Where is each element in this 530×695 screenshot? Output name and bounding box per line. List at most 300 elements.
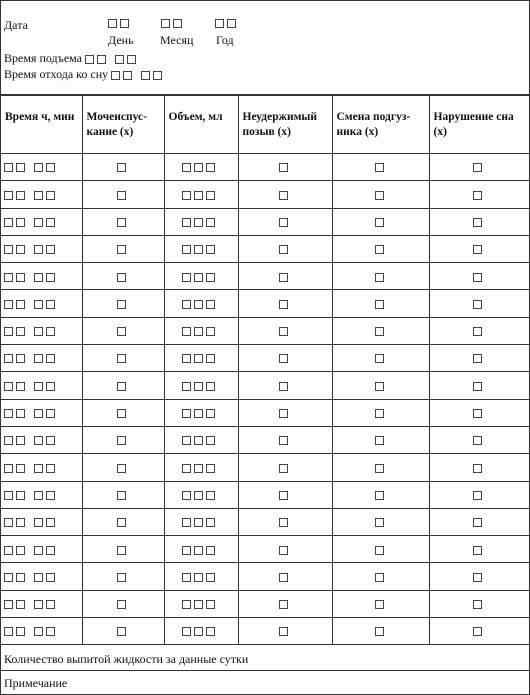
checkbox-icon[interactable] bbox=[194, 409, 203, 418]
checkbox-icon[interactable] bbox=[473, 409, 482, 418]
checkbox-icon[interactable] bbox=[473, 491, 482, 500]
checkbox-icon[interactable] bbox=[182, 409, 191, 418]
checkbox-icon[interactable] bbox=[279, 300, 288, 309]
year-boxes[interactable] bbox=[215, 15, 239, 30]
volume-cell[interactable] bbox=[164, 290, 238, 317]
volume-cell[interactable] bbox=[164, 508, 238, 535]
checkbox-icon[interactable] bbox=[34, 354, 43, 363]
checkbox-icon[interactable] bbox=[46, 627, 55, 636]
checkbox-icon[interactable] bbox=[85, 55, 94, 64]
checkbox-icon[interactable] bbox=[473, 163, 482, 172]
volume-cell[interactable] bbox=[164, 235, 238, 262]
volume-cell[interactable] bbox=[164, 618, 238, 645]
checkbox-icon[interactable] bbox=[16, 518, 25, 527]
checkbox-icon[interactable] bbox=[46, 354, 55, 363]
pad-change-cell[interactable] bbox=[332, 481, 429, 508]
checkbox-icon[interactable] bbox=[182, 191, 191, 200]
pad-change-cell[interactable] bbox=[332, 290, 429, 317]
checkbox-icon[interactable] bbox=[194, 573, 203, 582]
checkbox-icon[interactable] bbox=[108, 19, 117, 28]
checkbox-icon[interactable] bbox=[117, 491, 126, 500]
checkbox-icon[interactable] bbox=[473, 627, 482, 636]
urge-cell[interactable] bbox=[238, 154, 332, 181]
sleep-disturbance-cell[interactable] bbox=[429, 399, 529, 426]
urination-cell[interactable] bbox=[82, 290, 164, 317]
checkbox-icon[interactable] bbox=[46, 546, 55, 555]
checkbox-icon[interactable] bbox=[279, 600, 288, 609]
urge-cell[interactable] bbox=[238, 372, 332, 399]
checkbox-icon[interactable] bbox=[117, 191, 126, 200]
checkbox-icon[interactable] bbox=[4, 573, 13, 582]
checkbox-icon[interactable] bbox=[34, 573, 43, 582]
checkbox-icon[interactable] bbox=[194, 354, 203, 363]
urination-cell[interactable] bbox=[82, 208, 164, 235]
checkbox-icon[interactable] bbox=[375, 573, 384, 582]
urination-cell[interactable] bbox=[82, 235, 164, 262]
time-cell[interactable] bbox=[1, 372, 82, 399]
pad-change-cell[interactable] bbox=[332, 590, 429, 617]
checkbox-icon[interactable] bbox=[279, 546, 288, 555]
checkbox-icon[interactable] bbox=[375, 464, 384, 473]
checkbox-icon[interactable] bbox=[182, 354, 191, 363]
checkbox-icon[interactable] bbox=[182, 436, 191, 445]
pad-change-cell[interactable] bbox=[332, 618, 429, 645]
checkbox-icon[interactable] bbox=[4, 218, 13, 227]
checkbox-icon[interactable] bbox=[194, 163, 203, 172]
sleep-disturbance-cell[interactable] bbox=[429, 372, 529, 399]
checkbox-icon[interactable] bbox=[46, 245, 55, 254]
sleep-disturbance-cell[interactable] bbox=[429, 481, 529, 508]
sleep-disturbance-cell[interactable] bbox=[429, 345, 529, 372]
day-boxes[interactable] bbox=[108, 15, 132, 30]
checkbox-icon[interactable] bbox=[4, 327, 13, 336]
checkbox-icon[interactable] bbox=[16, 600, 25, 609]
sleep-disturbance-cell[interactable] bbox=[429, 590, 529, 617]
checkbox-icon[interactable] bbox=[4, 245, 13, 254]
checkbox-icon[interactable] bbox=[279, 382, 288, 391]
sleep-disturbance-cell[interactable] bbox=[429, 181, 529, 208]
checkbox-icon[interactable] bbox=[97, 55, 106, 64]
time-cell[interactable] bbox=[1, 454, 82, 481]
urge-cell[interactable] bbox=[238, 618, 332, 645]
checkbox-icon[interactable] bbox=[215, 19, 224, 28]
pad-change-cell[interactable] bbox=[332, 454, 429, 481]
sleep-disturbance-cell[interactable] bbox=[429, 154, 529, 181]
checkbox-icon[interactable] bbox=[473, 300, 482, 309]
checkbox-icon[interactable] bbox=[182, 218, 191, 227]
checkbox-icon[interactable] bbox=[117, 600, 126, 609]
checkbox-icon[interactable] bbox=[4, 163, 13, 172]
checkbox-icon[interactable] bbox=[279, 245, 288, 254]
checkbox-icon[interactable] bbox=[182, 600, 191, 609]
time-cell[interactable] bbox=[1, 290, 82, 317]
sleep-disturbance-cell[interactable] bbox=[429, 563, 529, 590]
time-cell[interactable] bbox=[1, 399, 82, 426]
checkbox-icon[interactable] bbox=[473, 218, 482, 227]
urge-cell[interactable] bbox=[238, 345, 332, 372]
urination-cell[interactable] bbox=[82, 454, 164, 481]
checkbox-icon[interactable] bbox=[16, 218, 25, 227]
checkbox-icon[interactable] bbox=[16, 300, 25, 309]
checkbox-icon[interactable] bbox=[46, 464, 55, 473]
checkbox-icon[interactable] bbox=[4, 300, 13, 309]
urge-cell[interactable] bbox=[238, 317, 332, 344]
checkbox-icon[interactable] bbox=[182, 491, 191, 500]
checkbox-icon[interactable] bbox=[279, 518, 288, 527]
urge-cell[interactable] bbox=[238, 263, 332, 290]
checkbox-icon[interactable] bbox=[117, 546, 126, 555]
checkbox-icon[interactable] bbox=[473, 573, 482, 582]
checkbox-icon[interactable] bbox=[34, 627, 43, 636]
checkbox-icon[interactable] bbox=[194, 218, 203, 227]
checkbox-icon[interactable] bbox=[117, 409, 126, 418]
checkbox-icon[interactable] bbox=[375, 546, 384, 555]
time-cell[interactable] bbox=[1, 181, 82, 208]
checkbox-icon[interactable] bbox=[117, 300, 126, 309]
checkbox-icon[interactable] bbox=[194, 245, 203, 254]
time-cell[interactable] bbox=[1, 154, 82, 181]
checkbox-icon[interactable] bbox=[34, 382, 43, 391]
checkbox-icon[interactable] bbox=[206, 382, 215, 391]
volume-cell[interactable] bbox=[164, 399, 238, 426]
pad-change-cell[interactable] bbox=[332, 154, 429, 181]
checkbox-icon[interactable] bbox=[279, 491, 288, 500]
checkbox-icon[interactable] bbox=[46, 491, 55, 500]
checkbox-icon[interactable] bbox=[4, 627, 13, 636]
checkbox-icon[interactable] bbox=[34, 409, 43, 418]
urination-cell[interactable] bbox=[82, 590, 164, 617]
urge-cell[interactable] bbox=[238, 426, 332, 453]
checkbox-icon[interactable] bbox=[173, 19, 182, 28]
urge-cell[interactable] bbox=[238, 399, 332, 426]
checkbox-icon[interactable] bbox=[182, 300, 191, 309]
urination-cell[interactable] bbox=[82, 317, 164, 344]
checkbox-icon[interactable] bbox=[4, 409, 13, 418]
checkbox-icon[interactable] bbox=[117, 464, 126, 473]
checkbox-icon[interactable] bbox=[473, 600, 482, 609]
checkbox-icon[interactable] bbox=[16, 163, 25, 172]
checkbox-icon[interactable] bbox=[127, 55, 136, 64]
volume-cell[interactable] bbox=[164, 590, 238, 617]
checkbox-icon[interactable] bbox=[206, 518, 215, 527]
checkbox-icon[interactable] bbox=[279, 273, 288, 282]
urge-cell[interactable] bbox=[238, 590, 332, 617]
checkbox-icon[interactable] bbox=[16, 464, 25, 473]
sleep-disturbance-cell[interactable] bbox=[429, 508, 529, 535]
checkbox-icon[interactable] bbox=[182, 518, 191, 527]
pad-change-cell[interactable] bbox=[332, 181, 429, 208]
checkbox-icon[interactable] bbox=[194, 518, 203, 527]
checkbox-icon[interactable] bbox=[279, 573, 288, 582]
checkbox-icon[interactable] bbox=[194, 464, 203, 473]
volume-cell[interactable] bbox=[164, 563, 238, 590]
checkbox-icon[interactable] bbox=[182, 245, 191, 254]
volume-cell[interactable] bbox=[164, 536, 238, 563]
checkbox-icon[interactable] bbox=[375, 518, 384, 527]
checkbox-icon[interactable] bbox=[46, 273, 55, 282]
checkbox-icon[interactable] bbox=[206, 546, 215, 555]
checkbox-icon[interactable] bbox=[34, 464, 43, 473]
checkbox-icon[interactable] bbox=[16, 354, 25, 363]
urge-cell[interactable] bbox=[238, 536, 332, 563]
volume-cell[interactable] bbox=[164, 345, 238, 372]
checkbox-icon[interactable] bbox=[375, 327, 384, 336]
time-cell[interactable] bbox=[1, 345, 82, 372]
time-cell[interactable] bbox=[1, 536, 82, 563]
checkbox-icon[interactable] bbox=[4, 436, 13, 445]
checkbox-icon[interactable] bbox=[34, 600, 43, 609]
checkbox-icon[interactable] bbox=[161, 19, 170, 28]
checkbox-icon[interactable] bbox=[16, 627, 25, 636]
checkbox-icon[interactable] bbox=[117, 354, 126, 363]
sleep-disturbance-cell[interactable] bbox=[429, 317, 529, 344]
time-cell[interactable] bbox=[1, 426, 82, 453]
urge-cell[interactable] bbox=[238, 563, 332, 590]
checkbox-icon[interactable] bbox=[46, 600, 55, 609]
checkbox-icon[interactable] bbox=[375, 300, 384, 309]
time-cell[interactable] bbox=[1, 563, 82, 590]
checkbox-icon[interactable] bbox=[115, 55, 124, 64]
checkbox-icon[interactable] bbox=[4, 191, 13, 200]
volume-cell[interactable] bbox=[164, 208, 238, 235]
checkbox-icon[interactable] bbox=[34, 163, 43, 172]
urge-cell[interactable] bbox=[238, 454, 332, 481]
time-cell[interactable] bbox=[1, 263, 82, 290]
checkbox-icon[interactable] bbox=[279, 218, 288, 227]
checkbox-icon[interactable] bbox=[34, 245, 43, 254]
urination-cell[interactable] bbox=[82, 181, 164, 208]
checkbox-icon[interactable] bbox=[182, 273, 191, 282]
checkbox-icon[interactable] bbox=[473, 464, 482, 473]
checkbox-icon[interactable] bbox=[375, 245, 384, 254]
checkbox-icon[interactable] bbox=[46, 409, 55, 418]
checkbox-icon[interactable] bbox=[117, 382, 126, 391]
pad-change-cell[interactable] bbox=[332, 563, 429, 590]
checkbox-icon[interactable] bbox=[16, 409, 25, 418]
checkbox-icon[interactable] bbox=[34, 327, 43, 336]
sleep-disturbance-cell[interactable] bbox=[429, 235, 529, 262]
urge-cell[interactable] bbox=[238, 481, 332, 508]
checkbox-icon[interactable] bbox=[279, 163, 288, 172]
checkbox-icon[interactable] bbox=[375, 354, 384, 363]
checkbox-icon[interactable] bbox=[182, 327, 191, 336]
checkbox-icon[interactable] bbox=[111, 71, 120, 80]
volume-cell[interactable] bbox=[164, 317, 238, 344]
checkbox-icon[interactable] bbox=[117, 218, 126, 227]
checkbox-icon[interactable] bbox=[182, 573, 191, 582]
volume-cell[interactable] bbox=[164, 372, 238, 399]
volume-cell[interactable] bbox=[164, 481, 238, 508]
checkbox-icon[interactable] bbox=[375, 491, 384, 500]
urination-cell[interactable] bbox=[82, 345, 164, 372]
checkbox-icon[interactable] bbox=[117, 627, 126, 636]
checkbox-icon[interactable] bbox=[117, 573, 126, 582]
checkbox-icon[interactable] bbox=[182, 546, 191, 555]
checkbox-icon[interactable] bbox=[194, 191, 203, 200]
checkbox-icon[interactable] bbox=[46, 218, 55, 227]
checkbox-icon[interactable] bbox=[153, 71, 162, 80]
volume-cell[interactable] bbox=[164, 181, 238, 208]
checkbox-icon[interactable] bbox=[375, 191, 384, 200]
volume-cell[interactable] bbox=[164, 426, 238, 453]
checkbox-icon[interactable] bbox=[117, 163, 126, 172]
checkbox-icon[interactable] bbox=[16, 327, 25, 336]
urination-cell[interactable] bbox=[82, 399, 164, 426]
checkbox-icon[interactable] bbox=[206, 218, 215, 227]
checkbox-icon[interactable] bbox=[206, 573, 215, 582]
checkbox-icon[interactable] bbox=[375, 218, 384, 227]
checkbox-icon[interactable] bbox=[375, 409, 384, 418]
checkbox-icon[interactable] bbox=[473, 436, 482, 445]
checkbox-icon[interactable] bbox=[473, 327, 482, 336]
checkbox-icon[interactable] bbox=[117, 245, 126, 254]
urination-cell[interactable] bbox=[82, 481, 164, 508]
checkbox-icon[interactable] bbox=[206, 191, 215, 200]
checkbox-icon[interactable] bbox=[4, 273, 13, 282]
checkbox-icon[interactable] bbox=[206, 354, 215, 363]
checkbox-icon[interactable] bbox=[4, 354, 13, 363]
checkbox-icon[interactable] bbox=[117, 436, 126, 445]
checkbox-icon[interactable] bbox=[206, 464, 215, 473]
checkbox-icon[interactable] bbox=[34, 491, 43, 500]
checkbox-icon[interactable] bbox=[194, 491, 203, 500]
checkbox-icon[interactable] bbox=[4, 518, 13, 527]
checkbox-icon[interactable] bbox=[206, 245, 215, 254]
checkbox-icon[interactable] bbox=[473, 273, 482, 282]
sleep-disturbance-cell[interactable] bbox=[429, 618, 529, 645]
checkbox-icon[interactable] bbox=[375, 163, 384, 172]
checkbox-icon[interactable] bbox=[46, 518, 55, 527]
checkbox-icon[interactable] bbox=[46, 191, 55, 200]
checkbox-icon[interactable] bbox=[182, 627, 191, 636]
checkbox-icon[interactable] bbox=[279, 327, 288, 336]
time-cell[interactable] bbox=[1, 508, 82, 535]
checkbox-icon[interactable] bbox=[34, 300, 43, 309]
pad-change-cell[interactable] bbox=[332, 508, 429, 535]
checkbox-icon[interactable] bbox=[141, 71, 150, 80]
urge-cell[interactable] bbox=[238, 290, 332, 317]
checkbox-icon[interactable] bbox=[117, 327, 126, 336]
checkbox-icon[interactable] bbox=[16, 382, 25, 391]
urination-cell[interactable] bbox=[82, 263, 164, 290]
checkbox-icon[interactable] bbox=[206, 627, 215, 636]
checkbox-icon[interactable] bbox=[279, 627, 288, 636]
pad-change-cell[interactable] bbox=[332, 208, 429, 235]
checkbox-icon[interactable] bbox=[16, 491, 25, 500]
checkbox-icon[interactable] bbox=[34, 546, 43, 555]
time-cell[interactable] bbox=[1, 481, 82, 508]
checkbox-icon[interactable] bbox=[279, 409, 288, 418]
checkbox-icon[interactable] bbox=[194, 436, 203, 445]
urination-cell[interactable] bbox=[82, 508, 164, 535]
checkbox-icon[interactable] bbox=[194, 327, 203, 336]
checkbox-icon[interactable] bbox=[473, 245, 482, 254]
time-cell[interactable] bbox=[1, 590, 82, 617]
checkbox-icon[interactable] bbox=[16, 573, 25, 582]
checkbox-icon[interactable] bbox=[16, 273, 25, 282]
checkbox-icon[interactable] bbox=[182, 163, 191, 172]
checkbox-icon[interactable] bbox=[279, 436, 288, 445]
checkbox-icon[interactable] bbox=[279, 464, 288, 473]
checkbox-icon[interactable] bbox=[34, 436, 43, 445]
pad-change-cell[interactable] bbox=[332, 345, 429, 372]
checkbox-icon[interactable] bbox=[375, 600, 384, 609]
checkbox-icon[interactable] bbox=[182, 382, 191, 391]
checkbox-icon[interactable] bbox=[375, 273, 384, 282]
checkbox-icon[interactable] bbox=[375, 436, 384, 445]
checkbox-icon[interactable] bbox=[206, 436, 215, 445]
urination-cell[interactable] bbox=[82, 154, 164, 181]
time-cell[interactable] bbox=[1, 317, 82, 344]
checkbox-icon[interactable] bbox=[194, 546, 203, 555]
pad-change-cell[interactable] bbox=[332, 426, 429, 453]
urination-cell[interactable] bbox=[82, 426, 164, 453]
checkbox-icon[interactable] bbox=[4, 491, 13, 500]
month-boxes[interactable] bbox=[161, 15, 185, 30]
checkbox-icon[interactable] bbox=[194, 300, 203, 309]
volume-cell[interactable] bbox=[164, 263, 238, 290]
checkbox-icon[interactable] bbox=[117, 518, 126, 527]
checkbox-icon[interactable] bbox=[206, 600, 215, 609]
checkbox-icon[interactable] bbox=[473, 546, 482, 555]
checkbox-icon[interactable] bbox=[16, 245, 25, 254]
checkbox-icon[interactable] bbox=[473, 382, 482, 391]
sleep-disturbance-cell[interactable] bbox=[429, 263, 529, 290]
sleep-disturbance-cell[interactable] bbox=[429, 208, 529, 235]
checkbox-icon[interactable] bbox=[375, 382, 384, 391]
checkbox-icon[interactable] bbox=[46, 436, 55, 445]
checkbox-icon[interactable] bbox=[473, 354, 482, 363]
checkbox-icon[interactable] bbox=[206, 327, 215, 336]
checkbox-icon[interactable] bbox=[182, 464, 191, 473]
checkbox-icon[interactable] bbox=[16, 436, 25, 445]
checkbox-icon[interactable] bbox=[123, 71, 132, 80]
pad-change-cell[interactable] bbox=[332, 399, 429, 426]
sleep-disturbance-cell[interactable] bbox=[429, 454, 529, 481]
checkbox-icon[interactable] bbox=[206, 409, 215, 418]
checkbox-icon[interactable] bbox=[46, 382, 55, 391]
checkbox-icon[interactable] bbox=[375, 627, 384, 636]
checkbox-icon[interactable] bbox=[206, 163, 215, 172]
time-cell[interactable] bbox=[1, 235, 82, 262]
checkbox-icon[interactable] bbox=[194, 273, 203, 282]
checkbox-icon[interactable] bbox=[16, 191, 25, 200]
checkbox-icon[interactable] bbox=[4, 600, 13, 609]
checkbox-icon[interactable] bbox=[227, 19, 236, 28]
urge-cell[interactable] bbox=[238, 181, 332, 208]
urination-cell[interactable] bbox=[82, 536, 164, 563]
pad-change-cell[interactable] bbox=[332, 263, 429, 290]
urination-cell[interactable] bbox=[82, 618, 164, 645]
checkbox-icon[interactable] bbox=[206, 491, 215, 500]
pad-change-cell[interactable] bbox=[332, 235, 429, 262]
pad-change-cell[interactable] bbox=[332, 536, 429, 563]
checkbox-icon[interactable] bbox=[206, 273, 215, 282]
sleep-disturbance-cell[interactable] bbox=[429, 290, 529, 317]
checkbox-icon[interactable] bbox=[120, 19, 129, 28]
checkbox-icon[interactable] bbox=[194, 600, 203, 609]
checkbox-icon[interactable] bbox=[473, 191, 482, 200]
checkbox-icon[interactable] bbox=[473, 518, 482, 527]
urge-cell[interactable] bbox=[238, 508, 332, 535]
checkbox-icon[interactable] bbox=[46, 327, 55, 336]
volume-cell[interactable] bbox=[164, 454, 238, 481]
checkbox-icon[interactable] bbox=[34, 218, 43, 227]
pad-change-cell[interactable] bbox=[332, 317, 429, 344]
volume-cell[interactable] bbox=[164, 154, 238, 181]
checkbox-icon[interactable] bbox=[34, 191, 43, 200]
urination-cell[interactable] bbox=[82, 372, 164, 399]
